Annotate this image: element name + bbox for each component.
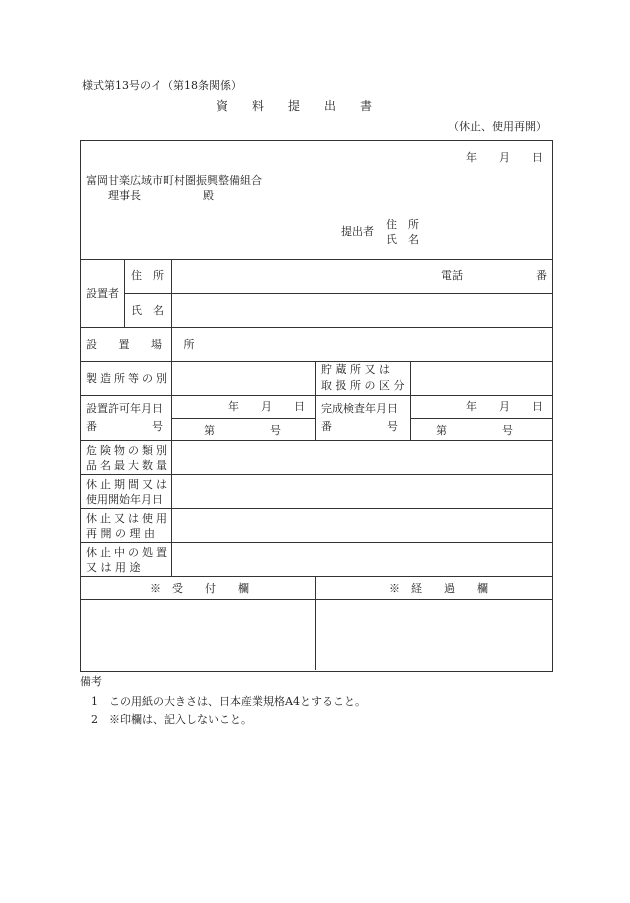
note-item: 2 ※印欄は、記入しないこと。 — [91, 713, 252, 726]
period-label-1: 休止期間又は — [86, 478, 170, 491]
notes-heading: 備考 — [80, 675, 102, 688]
storage-label-2: 取 扱 所 の 区 分 — [321, 379, 405, 392]
submitter-name-label: 氏 名 — [386, 233, 419, 246]
storage-label-1: 貯 蔵 所 又 は — [321, 363, 390, 376]
installer-address-label: 住 所 — [131, 269, 164, 282]
document-title: 資 料 提 出 書 — [216, 99, 373, 113]
permit-number-field[interactable]: 第 号 — [204, 424, 281, 437]
installer-name-label: 氏 名 — [131, 304, 164, 317]
hazard-label-2: 品名最大数量 — [86, 459, 170, 472]
submitter-address-label: 住 所 — [386, 218, 419, 231]
inspection-label-1: 完成検査年月日 — [321, 402, 398, 415]
inspection-label-2: 番 号 — [321, 420, 398, 433]
note-item: 1 この用紙の大きさは、日本産業規格A4とすること。 — [91, 695, 366, 708]
date-field[interactable]: 年 月 日 — [466, 151, 543, 164]
reason-label-2: 再 開 の 理 由 — [86, 527, 155, 540]
permit-label-1: 設置許可年月日 — [86, 402, 163, 415]
phone-suffix: 番 — [536, 269, 547, 282]
reception-column-header: ※ 受 付 欄 — [150, 582, 249, 595]
reason-label-1: 休止又は使用 — [86, 512, 170, 525]
usage-label-1: 休止中の処置 — [86, 546, 170, 559]
form-id: 様式第13号のイ（第18条関係） — [82, 79, 242, 92]
location-label: 設 置 場 所 — [86, 338, 204, 351]
permit-date-field[interactable]: 年 月 日 — [228, 400, 305, 413]
inspection-date-field[interactable]: 年 月 日 — [466, 400, 543, 413]
addressee-org: 富岡甘楽広域市町村圏振興整備組合 — [86, 174, 262, 187]
inspection-number-field[interactable]: 第 号 — [436, 424, 513, 437]
permit-label-2: 番 号 — [86, 420, 163, 433]
document-subtitle: （休止、使用再開） — [448, 120, 547, 133]
submitter-label: 提出者 — [341, 225, 374, 238]
progress-column-header: ※ 経 過 欄 — [389, 582, 488, 595]
addressee-honorific: 殿 — [203, 189, 214, 202]
addressee-role: 理事長 — [108, 189, 141, 202]
phone-label: 電話 — [441, 269, 463, 282]
hazard-label-1: 危険物の類別 — [86, 444, 170, 457]
period-label-2: 使用開始年月日 — [86, 493, 163, 506]
facility-type-label: 製造所等の別 — [86, 372, 170, 385]
installer-label: 設置者 — [86, 287, 119, 300]
usage-label-2: 又 は 用 途 — [86, 561, 141, 574]
